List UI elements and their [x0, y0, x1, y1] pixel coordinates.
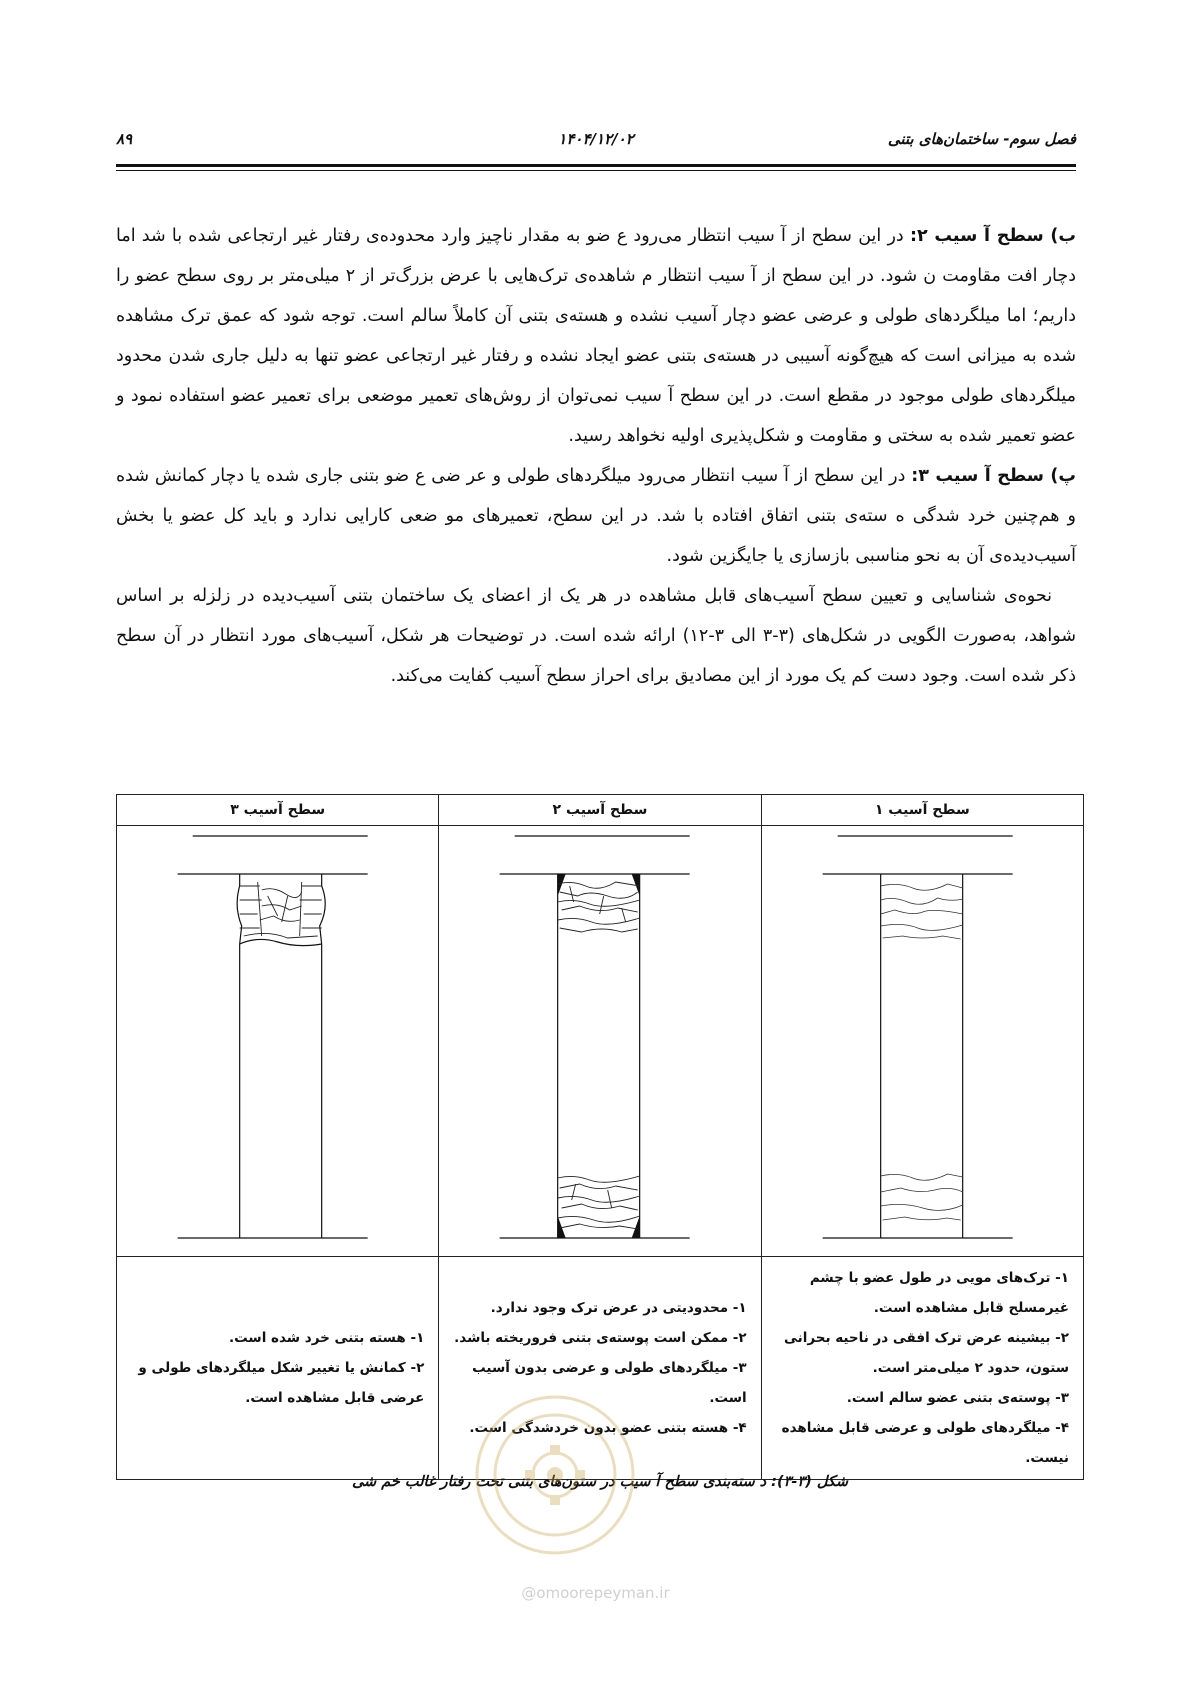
figure-header-row — [117, 795, 1084, 826]
list-item: ۱- ترک‌های مویی در طول عضو با چشم غیرمسلح قابل مشاهده است. — [809, 1270, 1069, 1316]
header-date: ۱۴۰۴/۱۲/۰۲ — [558, 130, 634, 148]
paragraph-text: در این سطح از آ سیب انتظار می‌رود میلگردهای طولی و عر ضی ع ضو بتنی جاری شده یا دچار کمانش شده و هم‌چنین خرد شدگی ه سته‌ی بتنی اتفاق افتاده با شد. در این سطح، تعمیرهای مو ضعی کارایی ندارد و باید کل عضو یا بخش آسیب‌دیده‌ی آن به نحو مناسبی بازسازی یا جایگزین شود. — [116, 466, 1076, 566]
header-rule-thick — [116, 164, 1076, 167]
column-drawing-level-2 — [439, 826, 761, 1257]
omoorepeyman-seal-icon — [470, 1390, 640, 1560]
column-description-level-3 — [117, 1257, 439, 1480]
list-item: ۲- بیشینه عرض ترک افقی در ناحیه بحرانی ستون، حدود ۲ میلی‌متر است. — [783, 1330, 1069, 1376]
chapter-title: فصل سوم- ساختمان‌های بتنی — [887, 130, 1076, 148]
column-header-level-1: سطح آسیب ۱ — [761, 795, 1083, 826]
description-list-level-3 — [131, 1323, 424, 1413]
damage-level-figure-table — [116, 794, 1084, 1480]
column-sketch-level-3 — [117, 826, 438, 1256]
column-description-level-1 — [761, 1257, 1083, 1480]
description-list-level-1 — [776, 1263, 1069, 1473]
watermark-url: @omoorepeyman.ir — [521, 1584, 670, 1602]
list-item: ۱- هسته بتنی خرد شده است. — [229, 1330, 425, 1346]
page-header — [116, 130, 1076, 152]
figure-drawing-row — [117, 826, 1084, 1257]
body-text — [116, 216, 1076, 696]
column-sketch-level-2 — [439, 826, 760, 1256]
column-header-level-2: سطح آسیب ۲ — [439, 795, 761, 826]
paragraph-identification: نحوه‌ی شناسایی و تعیین سطح آسیب‌های قابل مشاهده در هر یک از اعضای یک ساختمان بتنی آسیب‌دیده در زلزله بر اساس شواهد، به‌صورت الگویی در شکل‌های (۳-۳ الی ۳-۱۲) ارائه شده است. در توضیحات هر شکل، آسیب‌های مورد انتظار در آن سطح ذکر شده است. وجود دست کم یک مورد از این مصادیق برای احراز سطح آسیب کفایت می‌کند. — [116, 586, 1076, 686]
paragraph-damage-level-3 — [116, 456, 1076, 576]
column-header-level-3: سطح آسیب ۳ — [117, 795, 439, 826]
column-drawing-level-3 — [117, 826, 439, 1257]
list-item: ۳- پوسته‌ی بتنی عضو سالم است. — [846, 1390, 1069, 1406]
column-sketch-level-1 — [762, 826, 1083, 1256]
list-item: ۳- میلگردهای طولی و عرضی بدون آسیب است. — [472, 1360, 747, 1406]
list-item: ۴- میلگردهای طولی و عرضی قابل مشاهده نیست. — [781, 1420, 1069, 1466]
paragraph-lead: پ) سطح آ سیب ۳: — [911, 466, 1076, 486]
list-item: ۴- هسته بتنی عضو بدون خردشدگی است. — [469, 1420, 747, 1436]
list-item: ۲- کمانش یا تغییر شکل میلگردهای طولی و عرضی قابل مشاهده است. — [138, 1360, 425, 1406]
paragraph-lead: ب) سطح آ سیب ۲: — [909, 226, 1076, 246]
paragraph-text: در این سطح از آ سیب انتظار می‌رود ع ضو به مقدار ناچیز وارد محدوده‌ی رفتار غیر ارتجاعی شده با شد اما دچار افت مقاومت ن شود. در این سطح از آ سیب انتظار م شاهده‌ی ترک‌هایی با عرض بزرگ‌تر از ۲ میلی‌متر بر روی سطح عضو را داریم؛ اما میلگردهای طولی و عرضی عضو دچار آسیب نشده و هسته‌ی بتنی آن کاملاً سالم است. توجه شود که عمق ترک مشاهده شده به میزانی است که هیچ‌گونه آسیبی در هسته‌ی بتنی عضو ایجاد نشده و رفتار غیر ارتجاعی عضو تنها به دلیل جاری شدن محدود میلگردهای طولی موجود در مقطع است. در این سطح آ سیب نمی‌توان از روش‌های تعمیر موضعی برای تعمیر عضو استفاده نمود و عضو تعمیر شده به سختی و مقاومت و شکل‌پذیری اولیه نخواهد رسید. — [116, 226, 1077, 446]
list-item: ۱- محدودیتی در عرض ترک وجود ندارد. — [490, 1300, 747, 1316]
figure-caption: شکل (۳-۳): د سته‌بندی سطح آ سیب در ستون‌های بتنی تحت رفتار غالب خم شی — [351, 1474, 849, 1490]
paragraph-damage-level-2 — [116, 216, 1076, 456]
header-rule-thin — [116, 170, 1076, 171]
page-number: ۸۹ — [116, 130, 133, 148]
column-drawing-level-1 — [761, 826, 1083, 1257]
list-item: ۲- ممکن است پوسته‌ی بتنی فروریخته باشد. — [454, 1330, 747, 1346]
